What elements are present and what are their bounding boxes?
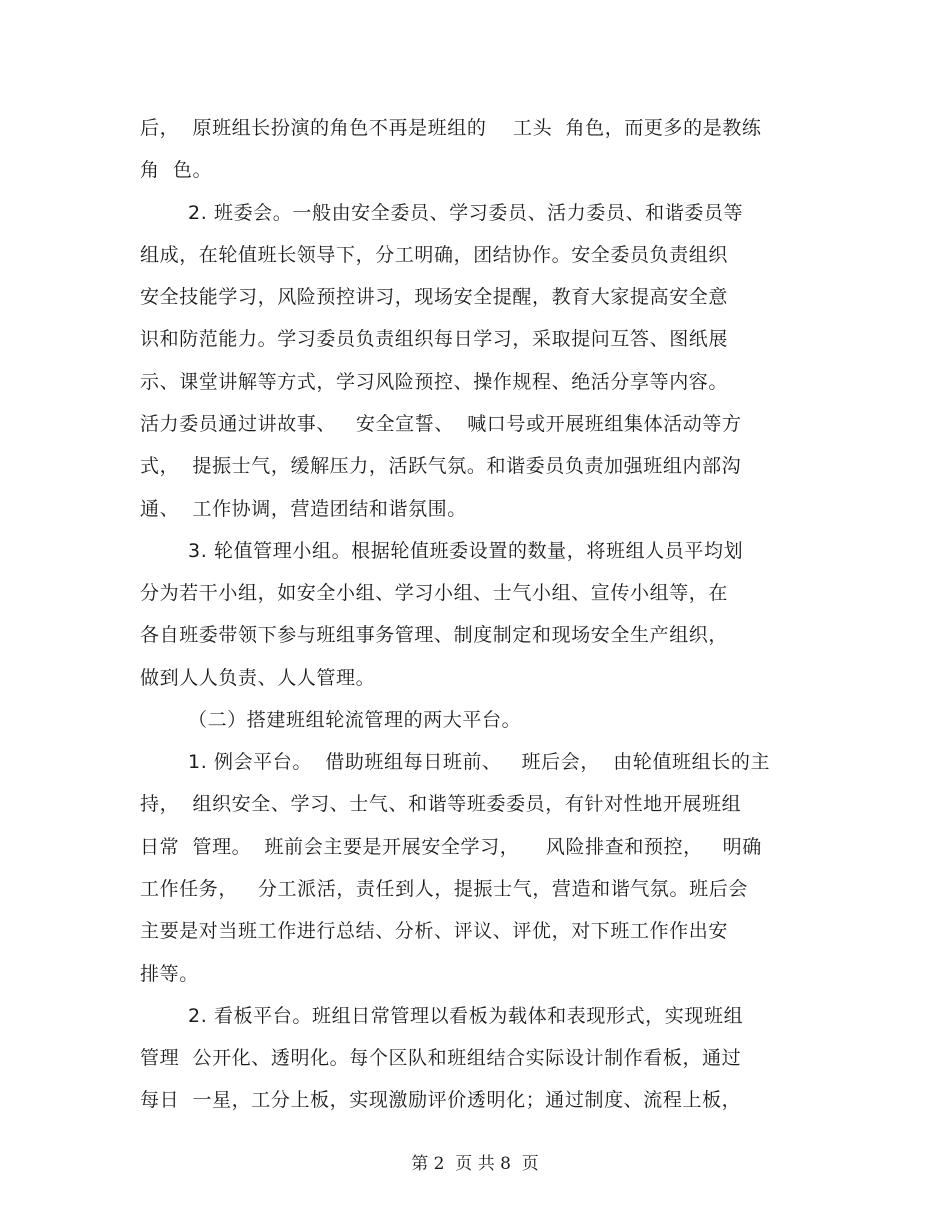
text-line: 安全技能学习，风险预控讲习，现场安全提醒，教育大家提高安全意: [140, 286, 729, 308]
text-line: 角 色。: [140, 159, 213, 181]
text-line: 活力委员通过讲故事、 安全宣誓、 喊口号或开展班组集体活动等方: [140, 413, 742, 435]
text-line: 示、课堂讲解等方式，学习风险预控、操作规程、绝活分享等内容。: [140, 371, 729, 393]
text-line: 主要是对当班工作进行总结、分析、评议、评优，对下班工作作出安: [140, 920, 729, 942]
text-line: 2. 看板平台。班组日常管理以看板为载体和表现形式，实现班组: [188, 1005, 744, 1027]
text-line: 工作任务， 分工派活，责任到人，提振士气，营造和谐气氛。班后会: [140, 878, 748, 900]
text-line: 识和防范能力。学习委员负责组织每日学习，采取提问互答、图纸展: [140, 328, 729, 350]
text-line: 1. 例会平台。 借助班组每日班前、 班后会， 由轮值班组长的主: [188, 751, 771, 773]
section-heading: （二）搭建班组轮流管理的两大平台。: [188, 709, 522, 731]
text-line: 管理 公开化、透明化。每个区队和班组结合实际设计制作看板，通过: [140, 1047, 742, 1069]
page-footer: 第 2 页 共 8 页: [411, 1154, 539, 1174]
text-line: 做到人人负责、人人管理。: [140, 667, 376, 689]
text-line: 每日 一星，工分上板，实现激励评价透明化；通过制度、流程上板，: [140, 1089, 742, 1111]
text-line: 2. 班委会。一般由安全委员、学习委员、活力委员、和谐委员等: [188, 202, 744, 224]
text-line: 排等。: [140, 963, 199, 985]
text-line: 组成，在轮值班长领导下，分工明确，团结协作。安全委员负责组织: [140, 244, 729, 266]
text-line: 日常 管理。 班前会主要是开展安全学习， 风险排查和预控， 明确: [140, 836, 762, 858]
text-line: 各自班委带领下参与班组事务管理、制度制定和现场安全生产组织，: [140, 624, 729, 646]
text-line: 通、 工作协调，营造团结和谐氛围。: [140, 498, 467, 520]
text-line: 后， 原班组长扮演的角色不再是班组的 工头 角色，而更多的是教练: [140, 117, 762, 139]
text-line: 分为若干小组，如安全小组、学习小组、士气小组、宣传小组等，在: [140, 582, 729, 604]
text-line: 持， 组织安全、学习、士气、和谐等班委委员，有针对性地开展班组: [140, 793, 742, 815]
text-line: 3. 轮值管理小组。根据轮值班委设置的数量，将班组人员平均划: [188, 540, 744, 562]
text-line: 式， 提振士气，缓解压力，活跃气氛。和谐委员负责加强班组内部沟: [140, 455, 742, 477]
